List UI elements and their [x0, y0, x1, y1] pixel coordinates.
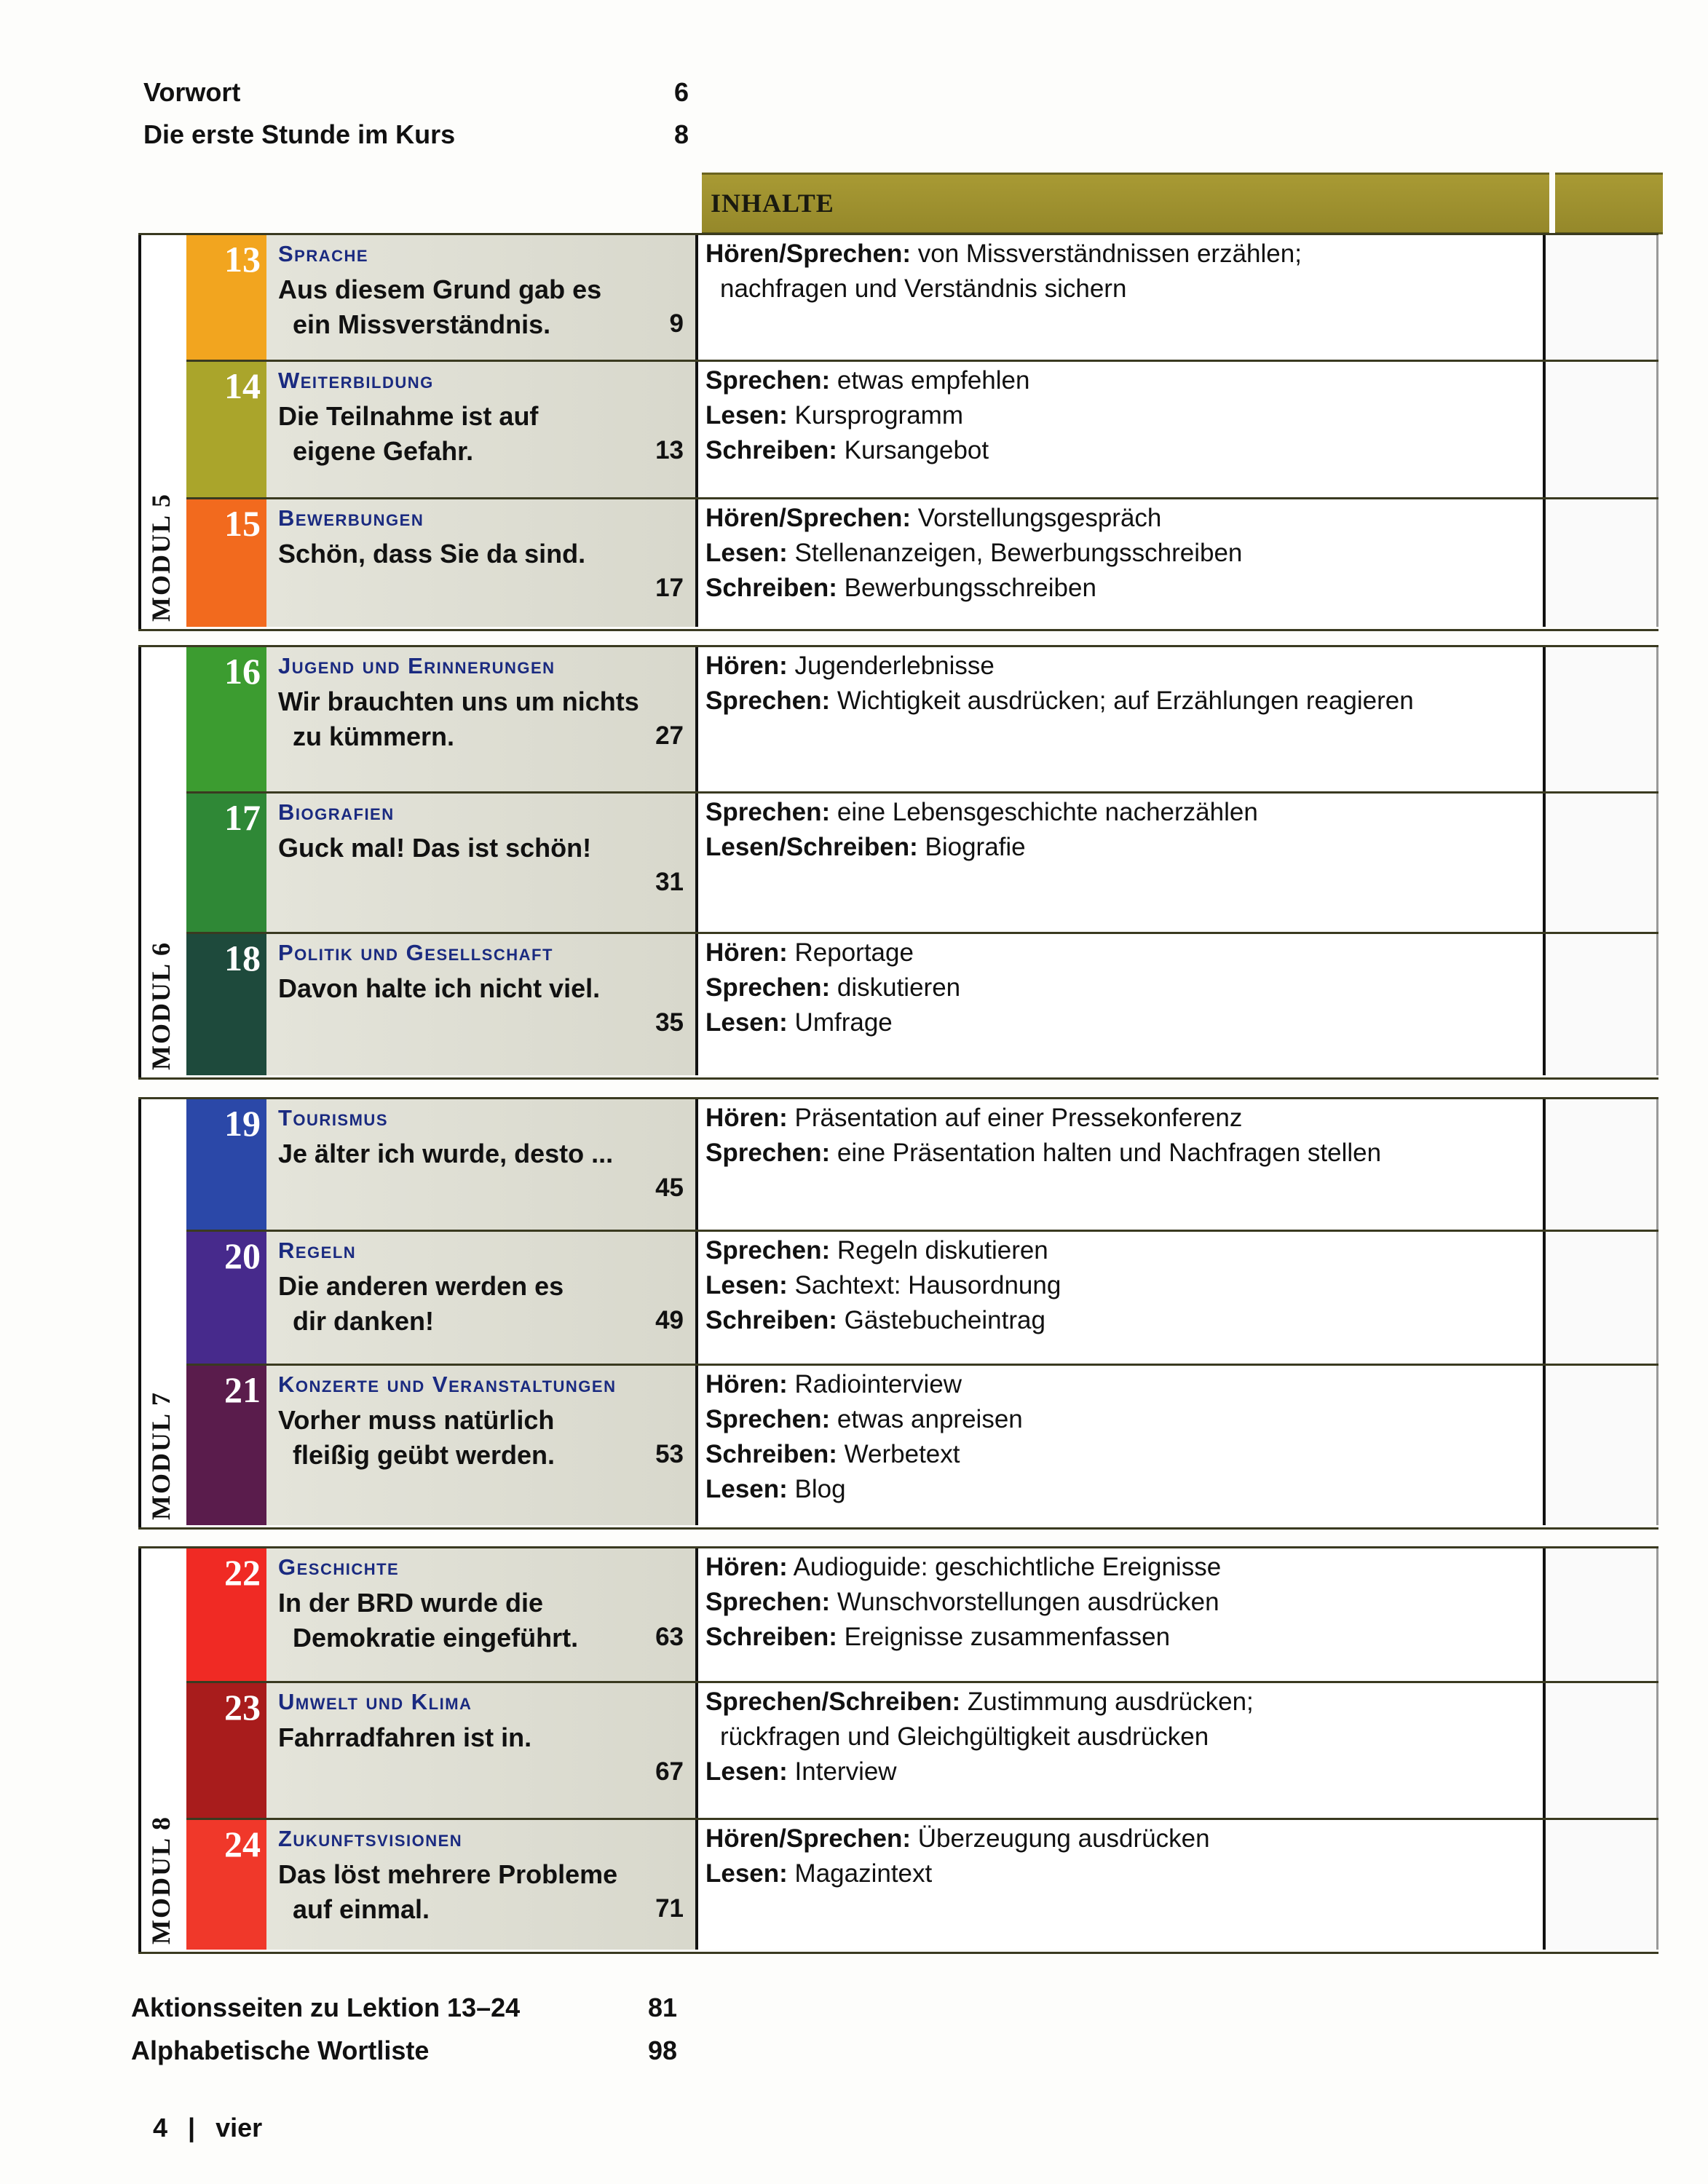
footer-page-number: 4 [153, 2113, 168, 2143]
content-line [705, 1824, 1210, 1853]
lesson-topic: Regeln [278, 1238, 357, 1263]
footer-page-word: vier [216, 2113, 263, 2143]
lesson-title-panel [266, 1820, 698, 1950]
content-line [705, 687, 1414, 716]
content-skill-label: Schreiben: [705, 1623, 837, 1651]
content-line [705, 973, 960, 1002]
lesson-number: 23 [224, 1687, 261, 1728]
content-skill-label: Sprechen: [705, 366, 831, 395]
lesson-content-cell [698, 1366, 1546, 1525]
lesson-topic: Umwelt und Klima [278, 1689, 473, 1714]
module-block [138, 645, 1658, 1080]
lesson-page-number: 13 [655, 436, 684, 464]
content-skill-text: rückfragen und Gleichgültigkeit ausdrücken [720, 1722, 1209, 1751]
lesson-title-line: zu kümmern. [293, 721, 455, 751]
content-skill-label: Schreiben: [705, 1306, 837, 1334]
content-skill-label: Hören: [705, 938, 788, 967]
content-skill-label: Schreiben: [705, 574, 837, 602]
content-skill-text: Sachtext: Hausordnung [787, 1271, 1061, 1299]
content-line [705, 1139, 1381, 1168]
lesson-color-band [186, 1232, 266, 1364]
lesson-title-line: Die anderen werden es [278, 1271, 564, 1301]
content-line [705, 1688, 1254, 1717]
lesson-page-number: 17 [655, 574, 684, 602]
content-skill-label: Lesen: [705, 1475, 788, 1503]
extra-column-cell [1546, 647, 1658, 791]
lesson-row[interactable] [186, 1683, 1658, 1820]
content-skill-label: Hören/Sprechen: [705, 240, 911, 268]
lesson-content-cell [698, 499, 1546, 627]
lesson-title-line: ein Missverständnis. [293, 309, 551, 339]
lesson-title-panel [266, 1099, 698, 1230]
content-skill-label: Lesen: [705, 1271, 788, 1299]
content-skill-text: nachfragen und Verständnis sichern [720, 274, 1127, 303]
content-line [705, 798, 1258, 827]
lesson-number: 14 [224, 365, 261, 406]
lesson-topic: Bewerbungen [278, 505, 424, 531]
lesson-number: 21 [224, 1369, 261, 1410]
content-skill-text: Kursprogramm [787, 401, 963, 430]
lesson-topic: Konzerte und Veranstaltungen [278, 1372, 617, 1397]
content-skill-label: Sprechen: [705, 1588, 831, 1616]
content-skill-text: eine Lebensgeschichte nacherzählen [830, 798, 1258, 826]
toc-entry-page: 98 [647, 2035, 677, 2065]
content-line [705, 401, 963, 430]
lesson-title-line: Fahrradfahren ist in. [278, 1722, 532, 1752]
lesson-title-line: dir danken! [293, 1306, 435, 1336]
content-line [705, 1236, 1048, 1265]
content-line [705, 240, 1302, 269]
lesson-content-cell [698, 1683, 1546, 1818]
content-skill-text: Präsentation auf einer Pressekonferenz [787, 1104, 1243, 1132]
content-line [705, 1306, 1045, 1335]
lesson-title-line: Das löst mehrere Probleme [278, 1859, 618, 1889]
lesson-title-line: Schön, dass Sie da sind. [278, 539, 586, 569]
lesson-number: 24 [224, 1824, 261, 1864]
lesson-color-band [186, 647, 266, 791]
lesson-number: 17 [224, 797, 261, 838]
content-line [705, 1104, 1242, 1133]
toc-entry-page: 81 [647, 1993, 677, 2022]
lesson-title-line: Vorher muss natürlich [278, 1405, 555, 1435]
content-line [705, 1623, 1170, 1652]
toc-entry-label[interactable]: Vorwort [143, 77, 241, 107]
module-strip [138, 1099, 189, 1527]
lesson-color-band [186, 1820, 266, 1950]
module-label: MODUL 7 [146, 1390, 175, 1520]
content-line [705, 1859, 932, 1888]
module-strip [138, 235, 189, 629]
lesson-number: 18 [224, 938, 261, 978]
content-skill-text: diskutieren [830, 973, 961, 1002]
footer-separator: | [188, 2113, 196, 2143]
content-skill-label: Schreiben: [705, 1440, 837, 1468]
lesson-row[interactable] [186, 1232, 1658, 1366]
content-skill-text: Regeln diskutieren [830, 1236, 1048, 1265]
inhalte-header [702, 173, 1549, 234]
lesson-content-cell [698, 362, 1546, 497]
lesson-number: 22 [224, 1552, 261, 1593]
content-line [705, 504, 1161, 533]
lesson-row[interactable] [186, 1099, 1658, 1232]
content-skill-text: Bewerbungsschreiben [837, 574, 1096, 602]
lesson-title-panel [266, 362, 698, 497]
lesson-content-cell [698, 1548, 1546, 1681]
lesson-title-panel [266, 1232, 698, 1364]
lesson-title-line: In der BRD wurde die [278, 1588, 544, 1618]
content-line [705, 1008, 893, 1037]
content-skill-text: Radiointerview [787, 1370, 962, 1398]
module-label: MODUL 6 [146, 941, 175, 1070]
content-skill-label: Sprechen/Schreiben: [705, 1688, 961, 1716]
content-skill-text: etwas empfehlen [830, 366, 1030, 395]
lesson-content-cell [698, 1099, 1546, 1230]
lesson-row[interactable] [186, 1548, 1658, 1683]
lesson-topic: Zukunftsvisionen [278, 1826, 463, 1851]
lesson-content-cell [698, 934, 1546, 1075]
content-skill-label: Sprechen: [705, 798, 831, 826]
content-skill-text: Zustimmung ausdrücken; [960, 1688, 1254, 1716]
lesson-page-number: 71 [655, 1894, 684, 1923]
content-line [720, 1722, 1209, 1752]
content-line [705, 366, 1029, 395]
module-block [138, 1097, 1658, 1530]
content-line [705, 1405, 1023, 1434]
lesson-title-line: fleißig geübt werden. [293, 1440, 556, 1470]
lesson-number: 19 [224, 1103, 261, 1144]
lesson-content-cell [698, 647, 1546, 791]
lesson-topic: Weiterbildung [278, 368, 434, 393]
lesson-title-line: eigene Gefahr. [293, 436, 474, 466]
lesson-page-number: 9 [669, 309, 684, 338]
lesson-row[interactable] [186, 499, 1658, 627]
content-line [705, 539, 1242, 568]
content-line [720, 274, 1126, 304]
lesson-title-line: Je älter ich wurde, desto ... [278, 1139, 614, 1168]
content-skill-label: Hören: [705, 1104, 788, 1132]
module-strip [138, 647, 189, 1077]
lesson-row[interactable] [186, 647, 1658, 794]
content-skill-label: Hören: [705, 652, 788, 680]
lesson-topic: Politik und Gesellschaft [278, 940, 553, 965]
lesson-color-band [186, 1683, 266, 1818]
lesson-content-cell [698, 1820, 1546, 1950]
extra-column-cell [1546, 362, 1658, 497]
content-skill-label: Lesen: [705, 1008, 788, 1037]
content-skill-label: Sprechen: [705, 1236, 831, 1265]
lesson-number: 20 [224, 1235, 261, 1276]
module-label: MODUL 5 [146, 492, 175, 622]
lesson-color-band [186, 1548, 266, 1681]
lesson-topic: Biografien [278, 799, 395, 825]
content-skill-text: Interview [787, 1757, 897, 1786]
module-strip [138, 1548, 189, 1952]
extra-column-cell [1546, 235, 1658, 360]
toc-entry-page: 8 [673, 119, 689, 149]
lesson-page-number: 67 [655, 1757, 684, 1786]
content-skill-text: Kursangebot [837, 436, 989, 464]
content-skill-label: Hören/Sprechen: [705, 504, 911, 532]
lesson-color-band [186, 362, 266, 497]
lesson-page-number: 53 [655, 1440, 684, 1468]
content-skill-label: Sprechen: [705, 1405, 831, 1433]
lesson-title-panel [266, 794, 698, 932]
lesson-title-panel [266, 235, 698, 360]
lesson-number: 13 [224, 239, 261, 280]
lesson-row[interactable] [186, 934, 1658, 1075]
content-skill-label: Sprechen: [705, 973, 831, 1002]
lesson-title-line: Die Teilnahme ist auf [278, 401, 539, 431]
content-line [705, 1271, 1061, 1300]
lesson-number: 16 [224, 651, 261, 692]
content-skill-text: Blog [787, 1475, 846, 1503]
toc-entry-label[interactable]: Aktionsseiten zu Lektion 13–24 [131, 1993, 521, 2022]
lesson-title-panel [266, 1366, 698, 1525]
extra-column-cell [1546, 1366, 1658, 1525]
content-skill-label: Hören: [705, 1370, 788, 1398]
content-skill-label: Lesen: [705, 1859, 788, 1888]
lesson-row[interactable] [186, 1366, 1658, 1525]
lesson-color-band [186, 1099, 266, 1230]
lesson-row[interactable] [186, 235, 1658, 362]
content-line [705, 652, 995, 681]
lesson-page-number: 35 [655, 1008, 684, 1037]
lesson-title-line: auf einmal. [293, 1894, 430, 1924]
lesson-content-cell [698, 1232, 1546, 1364]
content-line [705, 1588, 1219, 1617]
lesson-page-number: 45 [655, 1174, 684, 1202]
content-line [705, 1757, 897, 1787]
content-line [705, 938, 914, 968]
extra-column-cell [1546, 934, 1658, 1075]
content-skill-text: Ereignisse zusammenfassen [837, 1623, 1171, 1651]
content-skill-label: Sprechen: [705, 687, 831, 715]
extra-column-cell [1546, 1820, 1658, 1950]
extra-column-cell [1546, 794, 1658, 932]
lesson-topic: Sprache [278, 241, 369, 266]
content-line [705, 436, 989, 465]
module-block [138, 1546, 1658, 1954]
content-skill-text: Wunschvorstellungen ausdrücken [830, 1588, 1219, 1616]
lesson-color-band [186, 499, 266, 627]
content-line [705, 833, 1026, 862]
toc-entry-label[interactable]: Alphabetische Wortliste [131, 2035, 430, 2065]
lesson-title-panel [266, 934, 698, 1075]
content-skill-label: Lesen/Schreiben: [705, 833, 918, 861]
content-skill-text: Überzeugung ausdrücken [911, 1824, 1210, 1853]
content-skill-text: Werbetext [837, 1440, 960, 1468]
content-skill-text: Audioguide: geschichtliche Ereignisse [787, 1553, 1222, 1581]
content-skill-text: Umfrage [787, 1008, 893, 1037]
lesson-page-number: 63 [655, 1623, 684, 1651]
lesson-topic: Tourismus [278, 1105, 388, 1131]
content-line [705, 1440, 960, 1469]
lesson-page-number: 27 [655, 721, 684, 750]
content-skill-label: Lesen: [705, 539, 788, 567]
toc-entry-page: 6 [673, 77, 689, 107]
lesson-title-panel [266, 1683, 698, 1818]
lesson-page-number: 31 [655, 868, 684, 896]
content-skill-label: Lesen: [705, 1757, 788, 1786]
lesson-color-band [186, 235, 266, 360]
extra-column-cell [1546, 1099, 1658, 1230]
extra-column-cell [1546, 1232, 1658, 1364]
lesson-color-band [186, 1366, 266, 1525]
lesson-row[interactable] [186, 794, 1658, 934]
lesson-title-panel [266, 499, 698, 627]
lesson-color-band [186, 934, 266, 1075]
lesson-topic: Geschichte [278, 1554, 400, 1580]
content-skill-text: Wichtigkeit ausdrücken; auf Erzählungen reagieren [830, 687, 1414, 715]
lesson-title-line: Guck mal! Das ist schön! [278, 833, 592, 863]
lesson-title-panel [266, 647, 698, 791]
inhalte-header-label: INHALTE [711, 189, 834, 218]
lesson-title-line: Davon halte ich nicht viel. [278, 973, 601, 1003]
toc-entry-label[interactable]: Die erste Stunde im Kurs [143, 119, 456, 149]
lesson-page-number: 49 [655, 1306, 684, 1334]
content-skill-text: Magazintext [787, 1859, 933, 1888]
lesson-title-line: Aus diesem Grund gab es [278, 274, 602, 304]
content-skill-text: eine Präsentation halten und Nachfragen stellen [830, 1139, 1382, 1167]
content-line [705, 1370, 962, 1399]
lesson-title-line: Wir brauchten uns um nichts [278, 687, 639, 716]
content-skill-text: Biografie [917, 833, 1026, 861]
content-skill-label: Sprechen: [705, 1139, 831, 1167]
module-label: MODUL 8 [146, 1815, 175, 1944]
lesson-title-line: Demokratie eingeführt. [293, 1623, 579, 1653]
lesson-color-band [186, 794, 266, 932]
lesson-title-panel [266, 1548, 698, 1681]
lesson-content-cell [698, 794, 1546, 932]
lesson-number: 15 [224, 503, 261, 544]
content-skill-text: Vorstellungsgespräch [911, 504, 1162, 532]
header-extra-column [1555, 173, 1663, 234]
content-skill-label: Hören: [705, 1553, 788, 1581]
content-skill-label: Hören/Sprechen: [705, 1824, 911, 1853]
module-block [138, 233, 1658, 631]
content-skill-text: Reportage [787, 938, 914, 967]
lesson-content-cell [698, 235, 1546, 360]
extra-column-cell [1546, 1683, 1658, 1818]
lesson-row[interactable] [186, 362, 1658, 499]
content-skill-text: von Missverständnissen erzählen; [911, 240, 1302, 268]
content-skill-text: Stellenanzeigen, Bewerbungsschreiben [787, 539, 1243, 567]
content-line [705, 1475, 846, 1504]
content-skill-text: etwas anpreisen [830, 1405, 1023, 1433]
extra-column-cell [1546, 1548, 1658, 1681]
content-skill-text: Gästebucheintrag [837, 1306, 1045, 1334]
page-footer [153, 2113, 262, 2143]
content-skill-label: Lesen: [705, 401, 788, 430]
content-line [705, 574, 1096, 603]
lesson-row[interactable] [186, 1820, 1658, 1950]
content-skill-label: Schreiben: [705, 436, 837, 464]
lesson-topic: Jugend und Erinnerungen [278, 653, 556, 678]
content-skill-text: Jugenderlebnisse [787, 652, 995, 680]
extra-column-cell [1546, 499, 1658, 627]
content-line [705, 1553, 1221, 1582]
